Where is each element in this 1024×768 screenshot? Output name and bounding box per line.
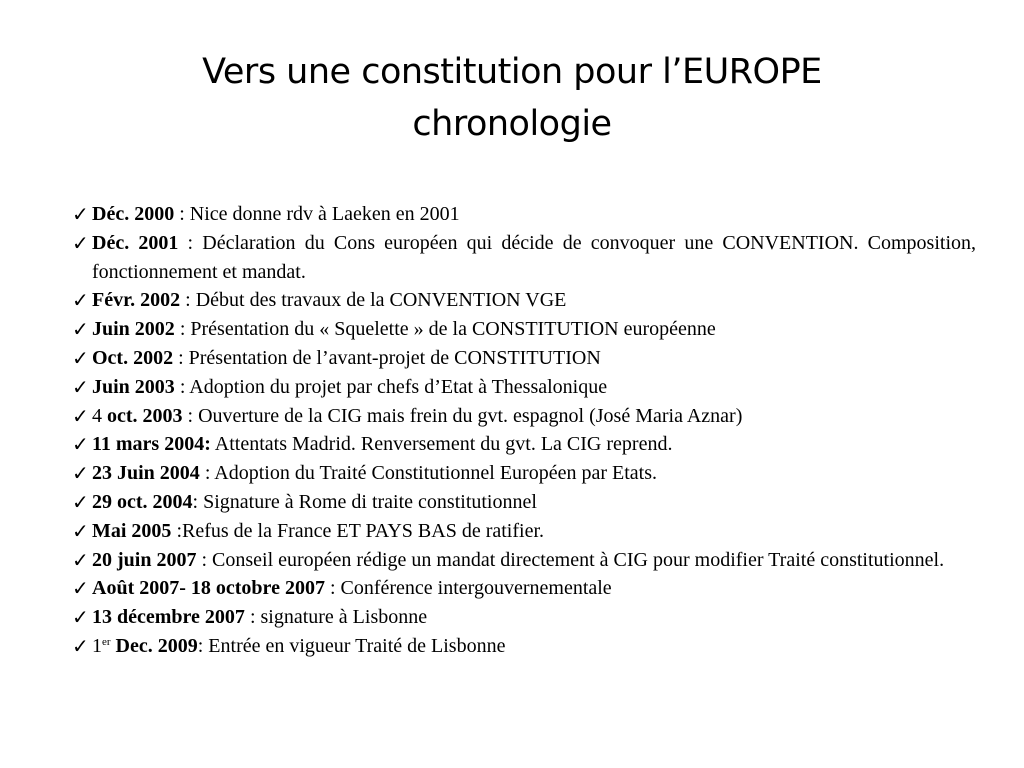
check-mark-icon: ✓ [72,518,89,543]
chronology-item [72,517,976,546]
item-date: oct. 2003 [107,404,183,427]
item-description: : Conférence intergouvernementale [324,577,612,600]
check-mark-icon: ✓ [72,605,89,630]
item-date: 23 Juin 2004 [92,462,200,485]
item-description: : Adoption du projet par chefs d’Etat à Thessalonique [174,375,608,398]
check-mark-icon: ✓ [72,461,89,486]
item-lead: 4 [92,404,107,427]
item-description: : Déclaration du Cons européen qui décide de convoquer une CONVENTION. Composition, fonctionnement et mandat. [92,231,977,283]
check-mark-icon: ✓ [72,317,89,342]
check-mark-icon: ✓ [72,374,89,399]
item-date: Déc. 2001 [92,231,179,254]
chronology-item [72,402,976,431]
chronology-item [72,546,976,575]
item-description: : Présentation du « Squelette » de la CONSTITUTION européenne [174,318,716,341]
item-description: : signature à Lisbonne [244,606,428,629]
chronology-item [72,373,976,402]
item-date: Oct. 2002 [92,346,174,369]
item-description: Attentats Madrid. Renversement du gvt. La CIG reprend. [210,433,673,456]
item-description: : Ouverture de la CIG mais frein du gvt. espagnol (José Maria Aznar) [182,404,743,427]
item-date: 20 juin 2007 [92,548,197,571]
title-line-1: Vers une constitution pour l’EUROPE [202,52,822,92]
check-mark-icon: ✓ [72,489,89,514]
item-date: Juin 2002 [92,318,175,341]
item-date: 29 oct. 2004 [92,490,193,513]
chronology-item [72,229,976,287]
item-date: Déc. 2000 [92,203,175,225]
item-date: Mai 2005 [92,519,172,542]
check-mark-icon: ✓ [72,288,89,313]
check-mark-icon: ✓ [72,547,89,572]
chronology-item [72,430,976,459]
item-date: Juin 2003 [92,375,175,398]
item-description: : Début des travaux de la CONVENTION VGE [180,289,567,312]
chronology-item [72,315,976,344]
check-mark-icon: ✓ [72,432,89,457]
item-date: 13 décembre 2007 [92,606,245,629]
item-description: : Signature à Rome di traite constitutionnel [192,490,537,513]
check-mark-icon: ✓ [72,576,89,601]
item-superscript: er [102,635,111,648]
chronology-item [72,574,976,603]
item-description: : Adoption du Traité Constitutionnel Européen par Etats. [199,462,657,485]
chronology-item [72,603,976,632]
item-description: : Conseil européen rédige un mandat directement à CIG pour modifier Traité constitutionnel. [196,548,945,571]
chronology-item [72,344,976,373]
chronology-item [72,286,976,315]
chronology-item [72,459,976,488]
item-description: : Entrée en vigueur Traité de Lisbonne [197,634,506,657]
title-line-2: chronologie [412,104,612,144]
check-mark-icon: ✓ [72,202,89,226]
slide-title [0,46,1024,150]
item-lead: 1 [92,634,102,657]
chronology-item [72,632,976,661]
chronology-item [72,200,976,229]
item-description: :Refus de la France ET PAYS BAS de ratifier. [171,519,544,542]
item-date: Févr. 2002 [92,289,181,312]
item-date: 11 mars 2004: [92,433,211,456]
chronology-item [72,488,976,517]
item-date: Dec. 2009 [110,634,198,657]
chronology-list [72,200,976,661]
check-mark-icon: ✓ [72,633,89,658]
item-date: Août 2007- 18 octobre 2007 [92,577,325,600]
check-mark-icon: ✓ [72,345,89,370]
check-mark-icon: ✓ [72,230,89,255]
item-description: : Présentation de l’avant-projet de CONSTITUTION [173,346,601,369]
check-mark-icon: ✓ [72,403,89,428]
item-description: : Nice donne rdv à Laeken en 2001 [174,203,460,225]
